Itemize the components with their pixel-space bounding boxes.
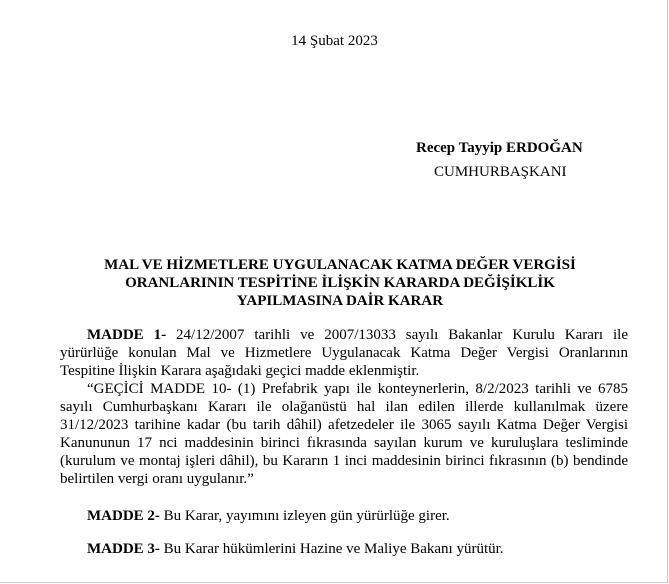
article-2-text: Bu Karar, yayımını izleyen gün yürürlüğe girer.	[159, 508, 450, 524]
document-date: 14 Şubat 2023	[291, 33, 378, 49]
article-1-text: 24/12/2007 tarihli ve 2007/13033 sayılı Bakanlar Kurulu Kararı ile yürürlüğe konulan Mal ve Hizmetlere Uygulanacak Katma Değer Vergisi Oranlarının Tespitine İlişkin Karara aşağıdaki geçici madde eklenmiştir.	[60, 327, 629, 379]
title-line-3: YAPILMASINA DAİR KARAR	[236, 293, 444, 309]
article-1-label: MADDE 1-	[87, 327, 167, 343]
article-2-label: MADDE 2-	[87, 508, 160, 524]
signer-title: CUMHURBAŞKANI	[434, 164, 567, 180]
signer-name: Recep Tayyip ERDOĞAN	[416, 140, 583, 156]
title-line-1: MAL VE HİZMETLERE UYGULANACAK KATMA DEĞER VERGİSİ	[104, 257, 576, 273]
temporary-article-10: “GEÇİCİ MADDE 10- (1) Prefabrik yapı ile konteynerlerin, 8/2/2023 tarihli ve 6785 sayılı Cumhurbaşkanı Kararı ile olağanüstü hal ilan edilen illerde kullanılmak üzere 31/12/2023 tarihine kadar (bu tarih dâhil) afetzedeler ile 3065 sayılı Katma Değer Vergisi Kanununun 17 nci maddesinin birinci fıkrasında sayılan kurum ve kuruluşlara tesliminde (kurulum ve montaj işleri dâhil), bu Kararın 1 inci maddesinin birinci fıkrasının (b) bendinde belirtilen vergi oranı uygulanır.”	[60, 381, 628, 487]
article-3	[87, 541, 504, 558]
article-1	[60, 326, 628, 380]
title-line-2: ORANLARININ TESPİTİNE İLİŞKİN KARARDA DEĞİŞİKLİK	[125, 275, 555, 291]
document-body	[60, 326, 628, 488]
signature-block	[416, 136, 583, 184]
article-2	[87, 508, 450, 525]
article-3-label: MADDE 3-	[87, 541, 160, 557]
article-3-text: Bu Karar hükümlerini Hazine ve Maliye Bakanı yürütür.	[159, 541, 504, 557]
document-title	[60, 256, 620, 310]
